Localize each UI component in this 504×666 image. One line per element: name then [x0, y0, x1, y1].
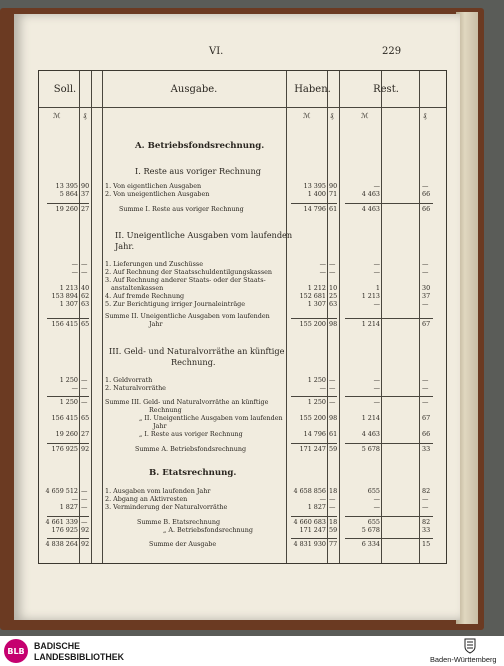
haben-mark-value: 152 681: [299, 292, 326, 300]
rest-mark-value: 5 678: [361, 526, 380, 534]
soll-mark-value: 176 925: [51, 445, 78, 453]
sum-rule: [47, 203, 89, 204]
rest-pfennig-value: —: [422, 495, 429, 503]
section-a2-title: Jahr.: [115, 241, 135, 251]
soll-pfennig-value: 92: [81, 526, 90, 534]
soll-mark-value: 4 659 512: [45, 487, 78, 495]
rest-mark-value: 655: [367, 487, 380, 495]
library-name-line: BADISCHE: [34, 641, 80, 651]
text-line: Summe A. Betriebsfondsrechnung: [135, 445, 247, 453]
soll-mark-value: 176 925: [51, 526, 78, 534]
text-line: 1. Lieferungen und Zuschüsse: [105, 260, 203, 268]
haben-mark-value: 14 796: [303, 205, 326, 213]
haben-pfennig-value: 61: [329, 430, 338, 438]
soll-pfennig-value: —: [81, 518, 88, 526]
soll-pfennig-value: —: [81, 495, 88, 503]
rest-mark-value: —: [373, 182, 380, 190]
sum-rule: [291, 203, 337, 204]
rest-mark-value: —: [373, 376, 380, 384]
soll-mark-value: —: [71, 260, 78, 268]
rest-mark-value: —: [373, 503, 380, 511]
text-line: 5. Zur Berichtigung irriger Journaleinträge: [105, 300, 246, 308]
library-name: [34, 641, 124, 663]
text-line: Summe B. Etatsrechnung: [137, 518, 221, 526]
rest-pfennig-value: —: [422, 268, 429, 276]
soll-pfennig-value: —: [81, 268, 88, 276]
haben-pfennig-value: 10: [329, 284, 338, 292]
soll-mark-m: ℳ: [53, 112, 61, 120]
text-line: Summe II. Uneigentliche Ausgaben vom laufenden: [105, 312, 270, 320]
soll-pfennig-value: —: [81, 487, 88, 495]
section-header: VI.: [209, 46, 224, 57]
soll-pfennig-value: —: [81, 260, 88, 268]
sum-rule: [345, 443, 433, 444]
rest-mark-value: 1: [375, 284, 380, 292]
rest-mark-value: 1 214: [361, 320, 380, 328]
haben-mark-value: 171 247: [299, 445, 326, 453]
sum-rule: [291, 318, 337, 319]
haben-mark-value: 1 250: [307, 376, 326, 384]
rest-pfennig-value: 67: [422, 414, 431, 422]
haben-pfennig-value: 71: [329, 190, 338, 198]
sum-rule: [291, 443, 337, 444]
sum-rule: [345, 318, 433, 319]
soll-mark-value: 1 827: [59, 503, 78, 511]
soll-pfennig-value: 90: [81, 182, 90, 190]
haben-pfennig-value: —: [329, 260, 336, 268]
sum-rule: [291, 538, 337, 539]
haben-mark-value: 1 400: [307, 190, 326, 198]
rest-pfennig-value: 15: [422, 540, 431, 548]
haben-mark-value: 155 200: [299, 320, 326, 328]
soll-pfennig-value: —: [81, 376, 88, 384]
rest-mark-pf: ₰: [423, 112, 427, 120]
rest-pfennig-value: 82: [422, 518, 431, 526]
text-line: Jahr: [153, 422, 167, 430]
rest-pfennig-value: 37: [422, 292, 431, 300]
haben-mark-m: ℳ: [303, 112, 311, 120]
rest-mark-value: 655: [367, 518, 380, 526]
soll-pfennig-value: 27: [81, 430, 90, 438]
haben-mark-value: 1 307: [307, 300, 326, 308]
col-haben: Haben.: [294, 83, 331, 95]
soll-pfennig-value: 27: [81, 205, 90, 213]
haben-pfennig-value: 18: [329, 518, 338, 526]
soll-pfennig-value: 63: [81, 300, 90, 308]
sum-rule: [47, 443, 89, 444]
text-line: 2. Naturalvorräthe: [105, 384, 166, 392]
haben-pfennig-value: 77: [329, 540, 338, 548]
text-line: 4. Auf fremde Rechnung: [105, 292, 185, 300]
section-a3-title: Rechnung.: [171, 357, 216, 367]
soll-mark-value: 1 250: [59, 376, 78, 384]
text-line: Summe der Ausgabe: [149, 540, 217, 548]
haben-mark-value: 1 250: [307, 398, 326, 406]
soll-pfennig-value: 40: [81, 284, 90, 292]
sum-rule: [47, 538, 89, 539]
sum-rule: [345, 538, 433, 539]
soll-mark-value: 156 415: [51, 414, 78, 422]
text-line: 2. Auf Rechnung der Staatsschuldentilgungskassen: [105, 268, 272, 276]
soll-pfennig-value: —: [81, 398, 88, 406]
soll-pfennig-value: —: [81, 503, 88, 511]
text-line: 2. Abgang an Aktivresten: [105, 495, 188, 503]
rest-mark-value: 1 214: [361, 414, 380, 422]
soll-mark-value: —: [71, 384, 78, 392]
soll-mark-value: 13 395: [55, 182, 78, 190]
rest-pfennig-value: —: [422, 182, 429, 190]
rest-pfennig-value: 66: [422, 190, 431, 198]
haben-mark-value: 4 658 856: [293, 487, 326, 495]
haben-pfennig-value: 63: [329, 300, 338, 308]
haben-pfennig-value: —: [329, 398, 336, 406]
haben-mark-value: 1 827: [307, 503, 326, 511]
haben-mark-value: 155 200: [299, 414, 326, 422]
library-footer: [0, 636, 504, 666]
rest-mark-value: 4 463: [361, 205, 380, 213]
text-line: 3. Verminderung der Naturalvorräthe: [105, 503, 228, 511]
sum-rule: [345, 516, 433, 517]
book-page: [14, 14, 460, 620]
section-b-title: B. Etatsrechnung.: [149, 468, 237, 478]
haben-mark-value: —: [319, 384, 326, 392]
soll-mark-value: —: [71, 268, 78, 276]
rest-pfennig-value: —: [422, 376, 429, 384]
soll-mark-value: —: [71, 495, 78, 503]
soll-mark-pf: ₰: [83, 112, 87, 120]
soll-pfennig-value: 65: [81, 320, 90, 328]
section-a2-title: II. Uneigentliche Ausgaben vom laufenden: [115, 230, 293, 240]
section-a-title: A. Betriebsfondsrechnung.: [135, 141, 265, 151]
soll-pfennig-value: 37: [81, 190, 90, 198]
soll-pfennig-value: 92: [81, 445, 90, 453]
soll-mark-value: 1 250: [59, 398, 78, 406]
rest-mark-m: ℳ: [361, 112, 369, 120]
soll-mark-value: 4 661 339: [45, 518, 78, 526]
text-line: Jahr: [149, 320, 163, 328]
soll-mark-value: 1 213: [59, 284, 78, 292]
text-line: 2. Von uneigentlichen Ausgaben: [105, 190, 210, 198]
rest-pfennig-value: —: [422, 503, 429, 511]
text-line: „ A. Betriebsfondsrechnung: [163, 526, 253, 534]
haben-mark-value: 1 212: [307, 284, 326, 292]
sum-rule: [291, 396, 337, 397]
haben-pfennig-value: 61: [329, 205, 338, 213]
rest-mark-value: —: [373, 260, 380, 268]
haben-pfennig-value: 59: [329, 526, 338, 534]
rest-pfennig-value: 33: [422, 526, 431, 534]
soll-pfennig-value: 92: [81, 540, 90, 548]
rest-mark-value: —: [373, 384, 380, 392]
haben-mark-value: —: [319, 260, 326, 268]
col-rest: Rest.: [373, 83, 399, 95]
text-line: „ I. Reste aus voriger Rechnung: [139, 430, 243, 438]
soll-pfennig-value: 62: [81, 292, 90, 300]
text-line: 3. Auf Rechnung anderer Staats- oder der Staats-: [105, 276, 266, 284]
haben-mark-value: —: [319, 268, 326, 276]
haben-pfennig-value: 98: [329, 414, 338, 422]
rest-mark-value: —: [373, 268, 380, 276]
haben-pfennig-value: 98: [329, 320, 338, 328]
account-table: [38, 70, 447, 564]
sum-rule: [47, 516, 89, 517]
rest-mark-value: 1 213: [361, 292, 380, 300]
rest-pfennig-value: —: [422, 300, 429, 308]
haben-pfennig-value: —: [329, 384, 336, 392]
text-line: 1. Ausgaben vom laufenden Jahr: [105, 487, 211, 495]
soll-mark-value: 19 260: [55, 205, 78, 213]
rest-mark-value: 4 463: [361, 430, 380, 438]
section-a3-title: III. Geld- und Naturalvorräthe an künftige: [109, 346, 285, 356]
soll-pfennig-value: —: [81, 384, 88, 392]
text-line: „ II. Uneigentliche Ausgaben vom laufenden: [139, 414, 283, 422]
rest-pfennig-value: —: [422, 260, 429, 268]
rest-mark-value: 4 463: [361, 190, 380, 198]
col-ausgabe: Ausgabe.: [170, 83, 218, 95]
page-number: 229: [382, 46, 402, 57]
state-name: Baden-Württemberg: [430, 655, 497, 664]
soll-pfennig-value: 65: [81, 414, 90, 422]
text-line: 1. Geldvorrath: [105, 376, 153, 384]
haben-mark-value: 4 660 683: [293, 518, 326, 526]
rest-pfennig-value: 30: [422, 284, 431, 292]
haben-pfennig-value: —: [329, 495, 336, 503]
soll-mark-value: 5 864: [59, 190, 78, 198]
rest-mark-value: —: [373, 300, 380, 308]
haben-mark-value: 14 796: [303, 430, 326, 438]
haben-mark-value: 13 395: [303, 182, 326, 190]
sum-rule: [345, 203, 433, 204]
soll-mark-value: 153 894: [51, 292, 78, 300]
text-line: 1. Von eigentlichen Ausgaben: [105, 182, 202, 190]
text-line: Summe I. Reste aus voriger Rechnung: [119, 205, 244, 213]
section-a1-title: I. Reste aus voriger Rechnung: [135, 166, 261, 176]
haben-pfennig-value: 25: [329, 292, 338, 300]
state-crest-icon: [462, 638, 478, 654]
haben-pfennig-value: 18: [329, 487, 338, 495]
haben-mark-pf: ₰: [330, 112, 334, 120]
text-line: Rechnung: [149, 406, 182, 414]
haben-mark-value: —: [319, 495, 326, 503]
rest-mark-value: 5 678: [361, 445, 380, 453]
rest-pfennig-value: 67: [422, 320, 431, 328]
haben-mark-value: 4 831 930: [293, 540, 326, 548]
rest-mark-value: 6 334: [361, 540, 380, 548]
text-line: Summe III. Geld- und Naturalvorräthe an künftige: [105, 398, 269, 406]
rest-pfennig-value: —: [422, 398, 429, 406]
soll-mark-value: 1 307: [59, 300, 78, 308]
soll-mark-value: 156 415: [51, 320, 78, 328]
haben-pfennig-value: —: [329, 503, 336, 511]
rest-pfennig-value: 66: [422, 205, 431, 213]
library-name-line: LANDESBIBLIOTHEK: [34, 652, 124, 662]
rest-pfennig-value: 82: [422, 487, 431, 495]
haben-pfennig-value: 59: [329, 445, 338, 453]
soll-mark-value: 19 260: [55, 430, 78, 438]
sum-rule: [47, 318, 89, 319]
rest-pfennig-value: 66: [422, 430, 431, 438]
rest-pfennig-value: 33: [422, 445, 431, 453]
text-line: anstaltenkassen: [111, 284, 164, 292]
col-soll: Soll.: [53, 83, 77, 95]
sum-rule: [47, 396, 89, 397]
rest-mark-value: —: [373, 495, 380, 503]
haben-pfennig-value: 90: [329, 182, 338, 190]
haben-pfennig-value: —: [329, 268, 336, 276]
haben-pfennig-value: —: [329, 376, 336, 384]
rest-pfennig-value: —: [422, 384, 429, 392]
sum-rule: [345, 396, 433, 397]
soll-mark-value: 4 838 264: [45, 540, 78, 548]
rest-mark-value: —: [373, 398, 380, 406]
haben-mark-value: 171 247: [299, 526, 326, 534]
blb-logo: BLB: [4, 639, 28, 663]
sum-rule: [291, 516, 337, 517]
